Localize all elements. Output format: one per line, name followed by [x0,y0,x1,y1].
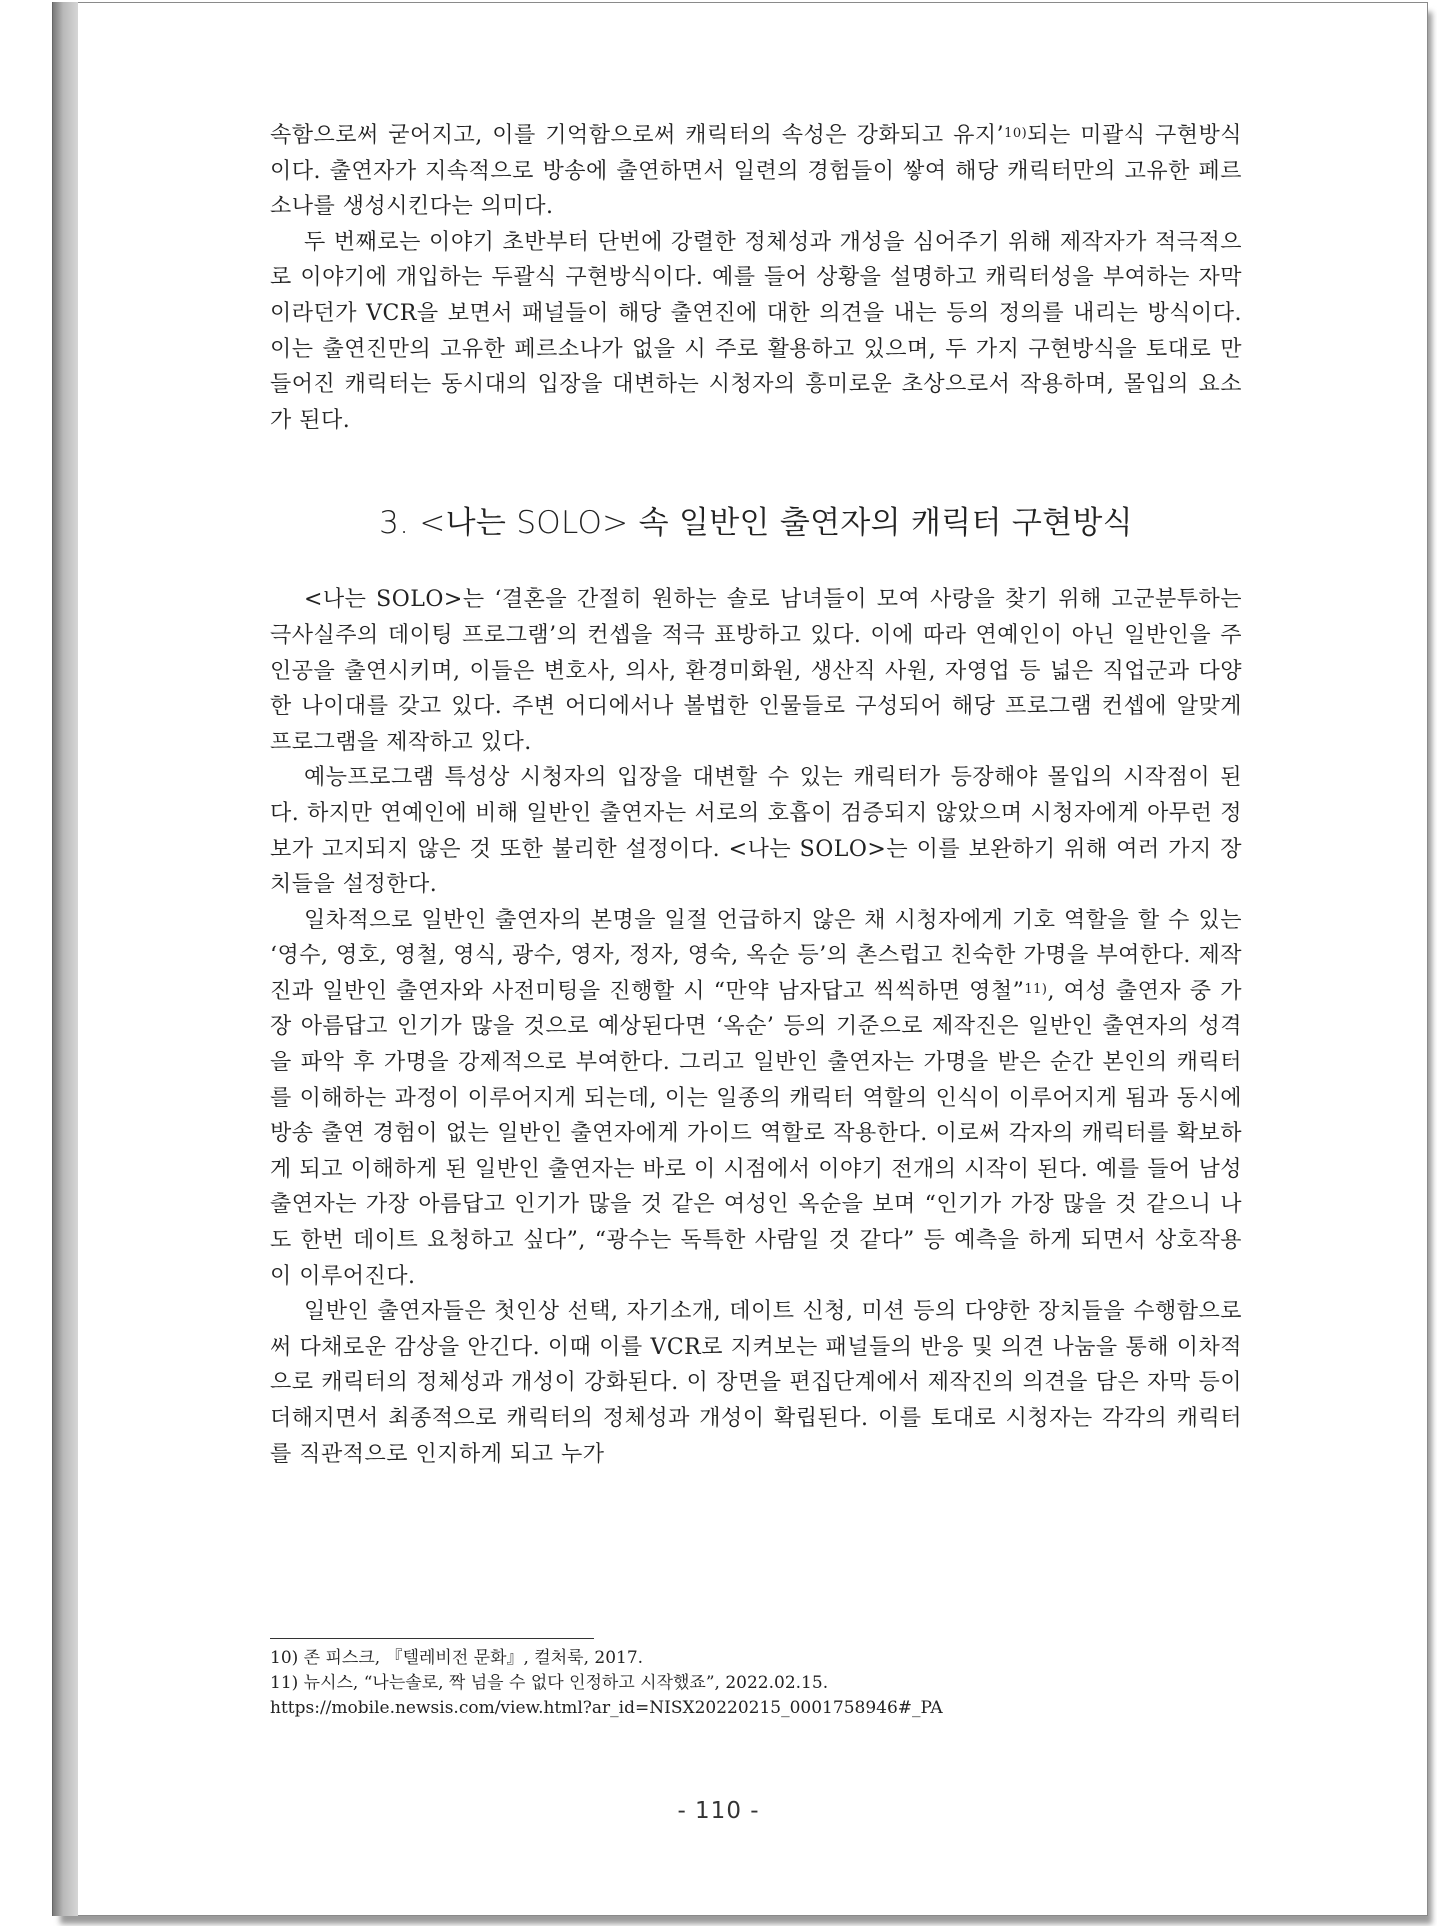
page-body [270,118,1242,1472]
paragraph-2: 두 번째로는 이야기 초반부터 단번에 강렬한 정체성과 개성을 심어주기 위해 제작자가 적극적으로 이야기에 개입하는 두괄식 구현방식이다. 예를 들어 상황을 설명하고 캐릭터성을 부여하는 자막이라던가 VCR을 보면서 패널들이 해당 출연진에 대한 의견을 내는 등의 정의를 내리는 방식이다. 이는 출연진만의 고유한 페르소나가 없을 시 주로 활용하고 있으며, 두 가지 구현방식을 토대로 만들어진 캐릭터는 동시대의 입장을 대변하는 시청자의 흥미로운 초상으로서 작용하며, 몰입의 요소가 된다. [270,229,1242,433]
paragraph-3: <나는 SOLO>는 ‘결혼을 간절히 원하는 솔로 남녀들이 모여 사랑을 찾기 위해 고군분투하는 극사실주의 데이팅 프로그램’의 컨셉을 적극 표방하고 있다. 이에 따라 연예인이 아닌 일반인을 주인공을 출연시키며, 이들은 변호사, 의사, 환경미화원, 생산직 사원, 자영업 등 넓은 직업군과 다양한 나이대를 갖고 있다. 주변 어디에서나 볼법한 인물들로 구성되어 해당 프로그램 컨셉에 알맞게 프로그램을 제작하고 있다. [270,587,1242,755]
footnotes [270,1646,1250,1721]
footnote-10: 10) 존 피스크, 『텔레비전 문화』, 컬처룩, 2017. [270,1648,644,1668]
paragraph-6: 일반인 출연자들은 첫인상 선택, 자기소개, 데이트 신청, 미션 등의 다양한 장치들을 수행함으로써 다채로운 감상을 안긴다. 이때 이를 VCR로 지켜보는 패널들의 반응 및 의견 나눔을 통해 이차적으로 캐릭터의 정체성과 개성이 강화된다. 이 장면을 편집단계에서 제작진의 의견을 담은 자막 등이 더해지면서 최종적으로 캐릭터의 정체성과 개성이 확립된다. 이를 토대로 시청자는 각각의 캐릭터를 직관적으로 인지하게 되고 누가 [270,1299,1242,1467]
paragraph-5-text-a: 일차적으로 일반인 출연자의 본명을 일절 언급하지 않은 채 시청자에게 기호 역할을 할 수 있는 ‘영수, 영호, 영철, 영식, 광수, 영자, 정자, 영숙, 옥순 등’의 촌스럽고 친숙한 가명을 부여한다. 제작진과 일반인 출연자와 사전미팅을 진행할 시 “만약 남자답고 씩씩하면 영철” [270,907,1242,1004]
paragraph-5-text-b: , 여성 출연자 중 가장 아름답고 인기가 많을 것으로 예상된다면 ‘옥순’ 등의 기준으로 제작진은 일반인 출연자의 성격을 파악 후 가명을 강제적으로 부여한다. 그리고 일반인 출연자는 가명을 받은 순간 본인의 캐릭터를 이해하는 과정이 이루어지게 되는데, 이는 일종의 캐릭터 역할의 인식이 이루어지게 됨과 동시에 방송 출연 경험이 없는 일반인 출연자에게 가이드 역할로 작용한다. 이로써 각자의 캐릭터를 확보하게 되고 이해하게 된 일반인 출연자는 바로 이 시점에서 이야기 전개의 시작이 된다. 예를 들어 남성 출연자는 가장 아름답고 인기가 많을 것 같은 여성인 옥순을 보며 “인기가 가장 많을 것 같으니 나도 한번 데이트 요청하고 싶다”, “광수는 독특한 사람일 것 같다” 등 예측을 하게 되면서 상호작용이 이루어진다. [270,978,1242,1289]
footnote-divider [270,1638,594,1639]
paragraph-5 [270,903,1242,1295]
page-stack-edge [52,2,79,1916]
section-heading: 3. <나는 SOLO> 속 일반인 출연자의 캐릭터 구현방식 [379,505,1133,542]
paragraph-1-text-a: 속함으로써 굳어지고, 이를 기억함으로써 캐릭터의 속성은 강화되고 유지’ [270,123,1005,148]
paragraph-4: 예능프로그램 특성상 시청자의 입장을 대변할 수 있는 캐릭터가 등장해야 몰입의 시작점이 된다. 하지만 연예인에 비해 일반인 출연자는 서로의 호흡이 검증되지 않았으며 시청자에게 아무런 정보가 고지되지 않은 것 또한 불리한 설정이다. <나는 SOLO>는 이를 보완하기 위해 여러 가지 장치들을 설정한다. [270,765,1242,898]
page-number: - 110 - [677,1798,760,1824]
footnote-11: 11) 뉴시스, “나는솔로, 짝 넘을 수 없다 인정하고 시작했죠”, 2022.02.15. [270,1673,829,1693]
paragraph-1-text-b: 되는 미괄식 구현방식이다. 출연자가 지속적으로 방송에 출연하면서 일련의 경험들이 쌓여 해당 캐릭터만의 고유한 페르소나를 생성시킨다는 의미다. [270,123,1242,220]
footnote-ref-11[interactable]: 11) [1024,981,1048,997]
footnote-11-url[interactable]: https://mobile.newsis.com/view.html?ar_id=NISX20220215_0001758946#_PA [270,1698,943,1718]
footnote-ref-10[interactable]: 10) [1004,126,1028,141]
paragraph-1 [270,118,1242,225]
